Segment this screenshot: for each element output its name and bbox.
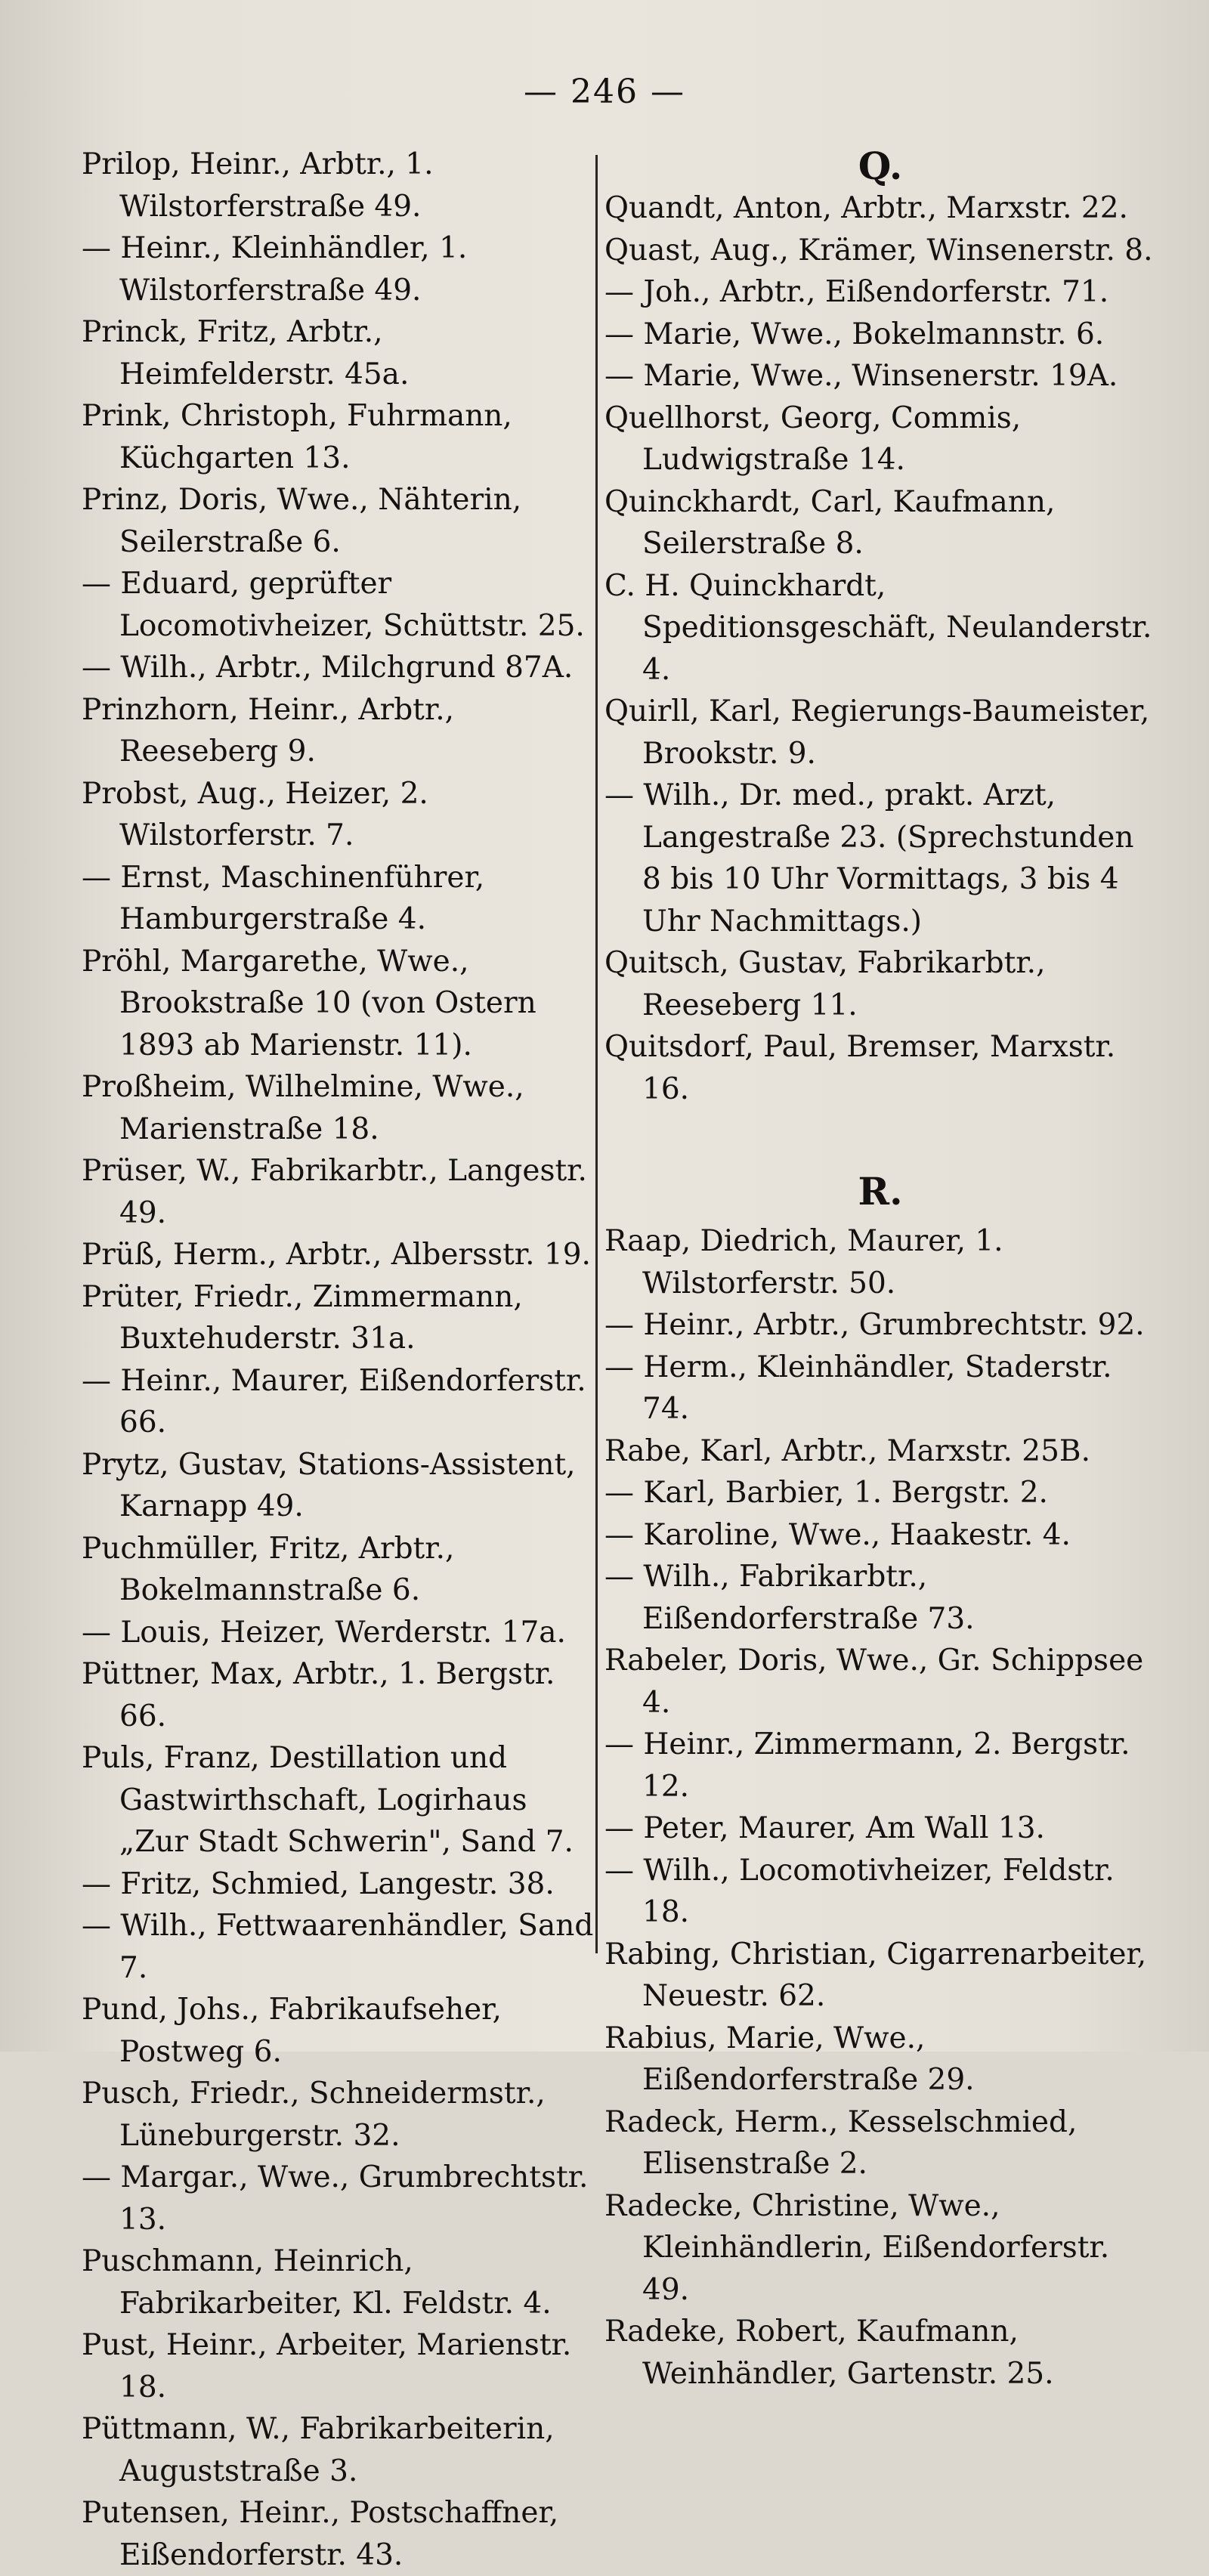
directory-entry: — Peter, Maurer, Am Wall 13. xyxy=(604,1811,1045,1845)
directory-entry: — Wilh., Dr. med., prakt. Arzt, Langestraße 23. (Sprechstunden 8 bis 10 Uhr Vormittags, 3 bis 4 Uhr Nachmittags.) xyxy=(604,778,1134,939)
directory-entry: Puschmann, Heinrich, Fabrikarbeiter, Kl. Feldstr. 4. xyxy=(82,2244,552,2321)
directory-entry: Prinz, Doris, Wwe., Nähterin, Seilerstraße 6. xyxy=(82,483,522,559)
left-column xyxy=(82,144,595,2576)
directory-entry: — Wilh., Fabrikarbtr., Eißendorferstraße 73. xyxy=(604,1560,975,1636)
directory-entry: Püttner, Max, Arbtr., 1. Bergstr. 66. xyxy=(82,1657,555,1733)
right-column xyxy=(604,144,1156,2395)
directory-entry: Radeke, Robert, Kaufmann, Weinhändler, Gartenstr. 25. xyxy=(604,2315,1054,2391)
directory-entry: Quitsch, Gustav, Fabrikarbtr., Reeseberg 11. xyxy=(604,946,1046,1022)
directory-entry: Pusch, Friedr., Schneidermstr., Lüneburgerstr. 32. xyxy=(82,2077,546,2153)
directory-entry: Pust, Heinr., Arbeiter, Marienstr. 18. xyxy=(82,2328,572,2404)
directory-entry: Rabeler, Doris, Wwe., Gr. Schippsee 4. xyxy=(604,1644,1144,1720)
directory-entry: — Karoline, Wwe., Haakestr. 4. xyxy=(604,1517,1071,1552)
directory-entry: — Joh., Arbtr., Eißendorferstr. 71. xyxy=(604,275,1109,309)
directory-entry: — Wilh., Arbtr., Milchgrund 87A. xyxy=(82,651,574,685)
directory-entry: — Marie, Wwe., Winsenerstr. 19A. xyxy=(604,359,1118,393)
directory-entry: Probst, Aug., Heizer, 2. Wilstorferstr. 7. xyxy=(82,776,428,852)
directory-entry: — Fritz, Schmied, Langestr. 38. xyxy=(82,1866,555,1901)
directory-entry: Prilop, Heinr., Arbtr., 1. Wilstorferstraße 49. xyxy=(82,147,434,224)
directory-entry: Quitsdorf, Paul, Bremser, Marxstr. 16. xyxy=(604,1030,1116,1106)
directory-entry: Puls, Franz, Destillation und Gastwirthschaft, Logirhaus „Zur Stadt Schwerin", Sand 7. xyxy=(82,1741,574,1859)
column-divider xyxy=(595,155,598,1953)
directory-entry: Rabius, Marie, Wwe., Eißendorferstraße 29. xyxy=(604,2021,975,2097)
directory-entry: — Karl, Barbier, 1. Bergstr. 2. xyxy=(604,1476,1048,1510)
directory-entry: Putensen, Heinr., Postschaffner, Eißendorferstr. 43. xyxy=(82,2496,559,2572)
directory-entry: Püttmann, W., Fabrikarbeiterin, Auguststraße 3. xyxy=(82,2412,555,2488)
section-heading-r: R. xyxy=(858,1169,903,1214)
directory-entry: — Marie, Wwe., Bokelmannstr. 6. xyxy=(604,317,1105,351)
directory-entry: C. H. Quinckhardt, Speditionsgeschäft, Neulanderstr. 4. xyxy=(604,568,1152,687)
directory-entry: Rabing, Christian, Cigarrenarbeiter, Neuestr. 62. xyxy=(604,1937,1147,2013)
directory-entry: Prytz, Gustav, Stations-Assistent, Karnapp 49. xyxy=(82,1447,576,1523)
directory-entry: — Heinr., Kleinhändler, 1. Wilstorferstraße 49. xyxy=(82,231,468,308)
section-heading-q: Q. xyxy=(858,144,903,188)
directory-entry: — Heinr., Zimmermann, 2. Bergstr. 12. xyxy=(604,1727,1130,1804)
directory-entry: — Margar., Wwe., Grumbrechtstr. 13. xyxy=(82,2160,589,2237)
directory-entry: Quandt, Anton, Arbtr., Marxstr. 22. xyxy=(604,191,1128,225)
directory-entry: Pund, Johs., Fabrikaufseher, Postweg 6. xyxy=(82,1993,502,2069)
directory-entry: Princk, Fritz, Arbtr., Heimfelderstr. 45a. xyxy=(82,315,410,391)
directory-entry: — Ernst, Maschinenführer, Hamburgerstraße 4. xyxy=(82,860,485,936)
directory-entry: Pröhl, Margarethe, Wwe., Brookstraße 10 (von Ostern 1893 ab Marienstr. 11). xyxy=(82,944,536,1062)
directory-entry: — Herm., Kleinhändler, Staderstr. 74. xyxy=(604,1350,1112,1426)
directory-entry: Rabe, Karl, Arbtr., Marxstr. 25B. xyxy=(604,1433,1090,1468)
directory-entry: Prinzhorn, Heinr., Arbtr., Reeseberg 9. xyxy=(82,692,455,768)
directory-entry: Quast, Aug., Krämer, Winsenerstr. 8. xyxy=(604,233,1153,267)
directory-entry: — Wilh., Locomotivheizer, Feldstr. 18. xyxy=(604,1853,1115,1929)
directory-entry: Quellhorst, Georg, Commis, Ludwigstraße 14. xyxy=(604,400,1022,477)
directory-entry: Prink, Christoph, Fuhrmann, Küchgarten 13. xyxy=(82,399,512,475)
directory-entry: Raap, Diedrich, Maurer, 1. Wilstorferstr. 50. xyxy=(604,1224,1003,1300)
directory-entry: — Wilh., Fettwaarenhändler, Sand 7. xyxy=(82,1909,594,1985)
directory-entry: — Heinr., Arbtr., Grumbrechtstr. 92. xyxy=(604,1308,1145,1342)
directory-entry: — Eduard, geprüfter Locomotivheizer, Schüttstr. 25. xyxy=(82,567,585,643)
directory-entry: — Heinr., Maurer, Eißendorferstr. 66. xyxy=(82,1363,586,1440)
directory-entry: Quinckhardt, Carl, Kaufmann, Seilerstraße 8. xyxy=(604,484,1056,561)
directory-entry: Prüter, Friedr., Zimmermann, Buxtehuderstr. 31a. xyxy=(82,1279,523,1356)
directory-entry: Prüß, Herm., Arbtr., Albersstr. 19. xyxy=(82,1238,591,1272)
directory-entry: Quirll, Karl, Regierungs-Baumeister, Brookstr. 9. xyxy=(604,694,1150,771)
page-number: — 246 — xyxy=(524,73,685,111)
directory-entry: Proßheim, Wilhelmine, Wwe., Marienstraße 18. xyxy=(82,1070,524,1146)
directory-entry: Radeck, Herm., Kesselschmied, Elisenstraße 2. xyxy=(604,2104,1078,2181)
directory-entry: — Louis, Heizer, Werderstr. 17a. xyxy=(82,1615,566,1650)
directory-entry: Puchmüller, Fritz, Arbtr., Bokelmannstraße 6. xyxy=(82,1531,455,1607)
directory-entry: Prüser, W., Fabrikarbtr., Langestr. 49. xyxy=(82,1154,587,1230)
directory-entry: Radecke, Christine, Wwe., Kleinhändlerin, Eißendorferstr. 49. xyxy=(604,2188,1110,2307)
